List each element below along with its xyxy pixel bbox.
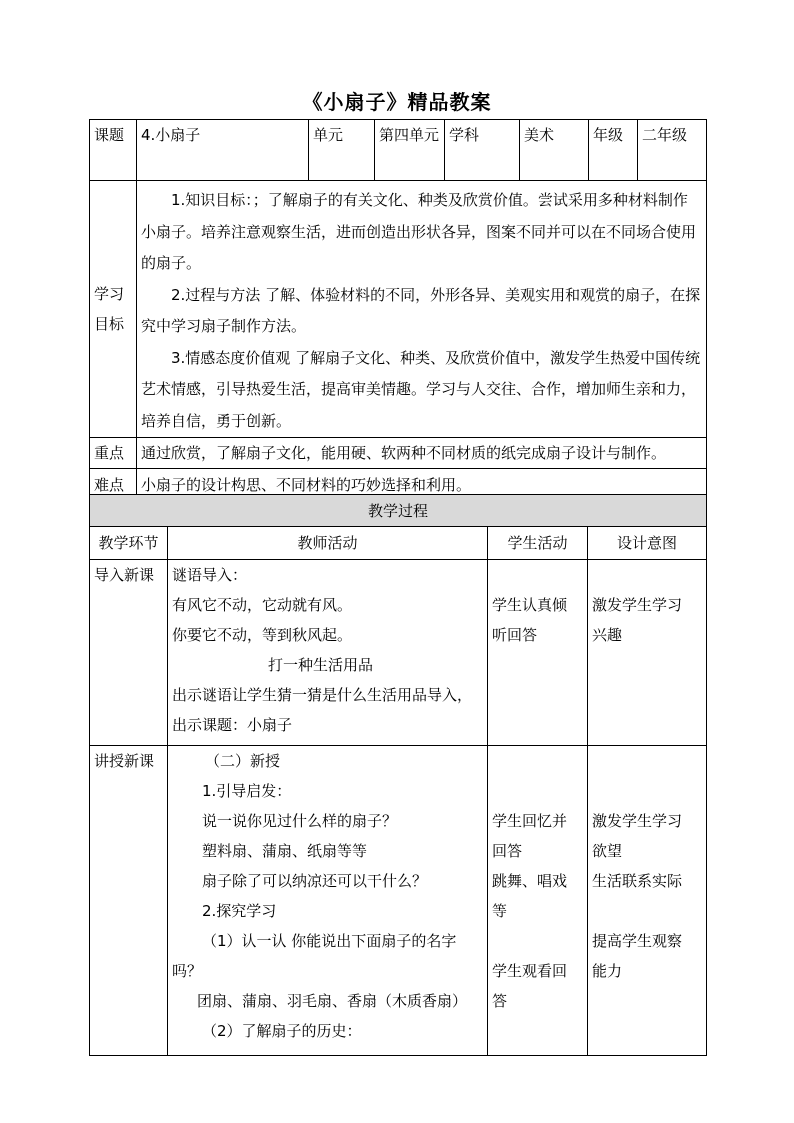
new-lesson-intent-cell: [588, 746, 707, 1056]
unit-value: 第四单元: [375, 120, 445, 181]
key-point-text: 通过欣赏，了解扇子文化，能用硬、软两种不同材质的纸完成扇子设计与制作。: [137, 438, 707, 469]
new-lesson-intent-line: 激发学生学习: [592, 812, 683, 830]
new-lesson-intent-line: [592, 776, 702, 806]
new-lesson-teacher-line: 团扇、蒲扇、羽毛扇、香扇（木质香扇）: [197, 992, 468, 1010]
goals-label: 学习目标: [90, 181, 137, 438]
goals-content: [137, 181, 707, 438]
header-intent: 设计意图: [588, 527, 707, 560]
header-stage: 教学环节: [90, 527, 168, 560]
new-lesson-intent-line: 生活联系实际: [592, 872, 683, 890]
intro-intent-line: 兴趣: [592, 626, 623, 644]
teaching-process-table: [89, 494, 707, 1056]
new-lesson-stage: 讲授新课: [90, 746, 168, 1056]
goal-knowledge: 1.知识目标：；了解扇子的有关文化、种类及欣赏价值。尝试采用多种材料制作小扇子。培养注意观察生活，进而创造出形状各异，图案不同并可以在不同场合使用的扇子。: [141, 191, 697, 272]
new-lesson-student-line: 等: [492, 902, 508, 920]
new-lesson-student-line: 学生回忆并: [492, 812, 568, 830]
new-lesson-student-cell: [488, 746, 588, 1056]
new-lesson-student-line: [492, 926, 583, 956]
new-lesson-student-line: [492, 776, 583, 806]
new-lesson-teacher-line: 塑料扇、蒲扇、纸扇等等: [202, 842, 368, 860]
difficulty-label: 难点: [90, 469, 137, 501]
intro-intent-line: 激发学生学习: [592, 596, 683, 614]
new-lesson-teacher-cell: [168, 746, 488, 1056]
course-value: 4.小扇子: [137, 120, 309, 181]
grade-value: 二年级: [638, 120, 707, 181]
new-lesson-teacher-line: 1.引导启发：: [202, 782, 292, 800]
new-lesson-student-line: [492, 746, 583, 776]
header-teacher: 教师活动: [168, 527, 488, 560]
new-lesson-student-line: 跳舞、唱戏: [492, 872, 568, 890]
goal-process: 2.过程与方法 了解、体验材料的不同，外形各异、美观实用和观赏的扇子，在探究中学习扇子制作方法。: [141, 285, 701, 335]
new-lesson-teacher-line: 扇子除了可以纳凉还可以干什么？: [202, 872, 428, 890]
subject-label: 学科: [445, 120, 520, 181]
intro-teacher-line: 有风它不动，它动就有风。: [172, 596, 353, 614]
new-lesson-teacher-line: （1）认一认 你能说出下面扇子的名字: [202, 932, 457, 950]
new-lesson-student-line: 答: [492, 992, 508, 1010]
intro-teacher-line: 打一种生活用品: [268, 656, 374, 674]
intro-teacher-line: 你要它不动，等到秋风起。: [172, 626, 353, 644]
new-lesson-intent-line: [592, 746, 702, 776]
intro-teacher-line: 谜语导入：: [172, 566, 248, 584]
process-banner: 教学过程: [90, 495, 707, 527]
document-title: 《小扇子》精品教案: [302, 90, 492, 114]
intro-intent-cell: [588, 560, 707, 746]
grade-label: 年级: [589, 120, 638, 181]
subject-value: 美术: [520, 120, 589, 181]
intro-teacher-line: 出示课题：小扇子: [172, 716, 293, 734]
unit-label: 单元: [309, 120, 375, 181]
lesson-info-table: [89, 119, 707, 501]
course-label: 课题: [90, 120, 137, 181]
new-lesson-intent-line: 提高学生观察: [592, 932, 683, 950]
key-point-label: 重点: [90, 438, 137, 469]
new-lesson-teacher-line: （2）了解扇子的历史：: [202, 1022, 362, 1040]
new-lesson-student-line: 学生观看回: [492, 962, 568, 980]
difficulty-text: 小扇子的设计构思、不同材料的巧妙选择和利用。: [137, 469, 707, 501]
new-lesson-teacher-line: （二）新授: [205, 752, 281, 770]
intro-student-cell: [488, 560, 588, 746]
intro-teacher-line: 出示谜语让学生猜一猜是什么生活用品导入，: [172, 686, 473, 704]
new-lesson-intent-line: 欲望: [592, 842, 623, 860]
intro-stage: 导入新课: [90, 560, 168, 746]
intro-teacher-cell: [168, 560, 488, 746]
new-lesson-teacher-line: 2.探究学习: [202, 902, 277, 920]
new-lesson-student-line: 回答: [492, 842, 523, 860]
header-student: 学生活动: [488, 527, 588, 560]
new-lesson-teacher-line: 吗？: [172, 962, 203, 980]
intro-student-line: 学生认真倾: [492, 596, 568, 614]
goal-attitude: 3.情感态度价值观 了解扇子文化、种类、及欣赏价值中，激发学生热爱中国传统艺术情感，引导热爱生活，提高审美情趣。学习与人交往、合作，增加师生亲和力，培养自信，勇于创新。: [141, 348, 701, 430]
intro-student-line: 听回答: [492, 626, 538, 644]
new-lesson-teacher-line: 说一说你见过什么样的扇子？: [202, 812, 398, 830]
new-lesson-intent-line: 能力: [592, 962, 623, 980]
new-lesson-intent-line: [592, 896, 702, 926]
